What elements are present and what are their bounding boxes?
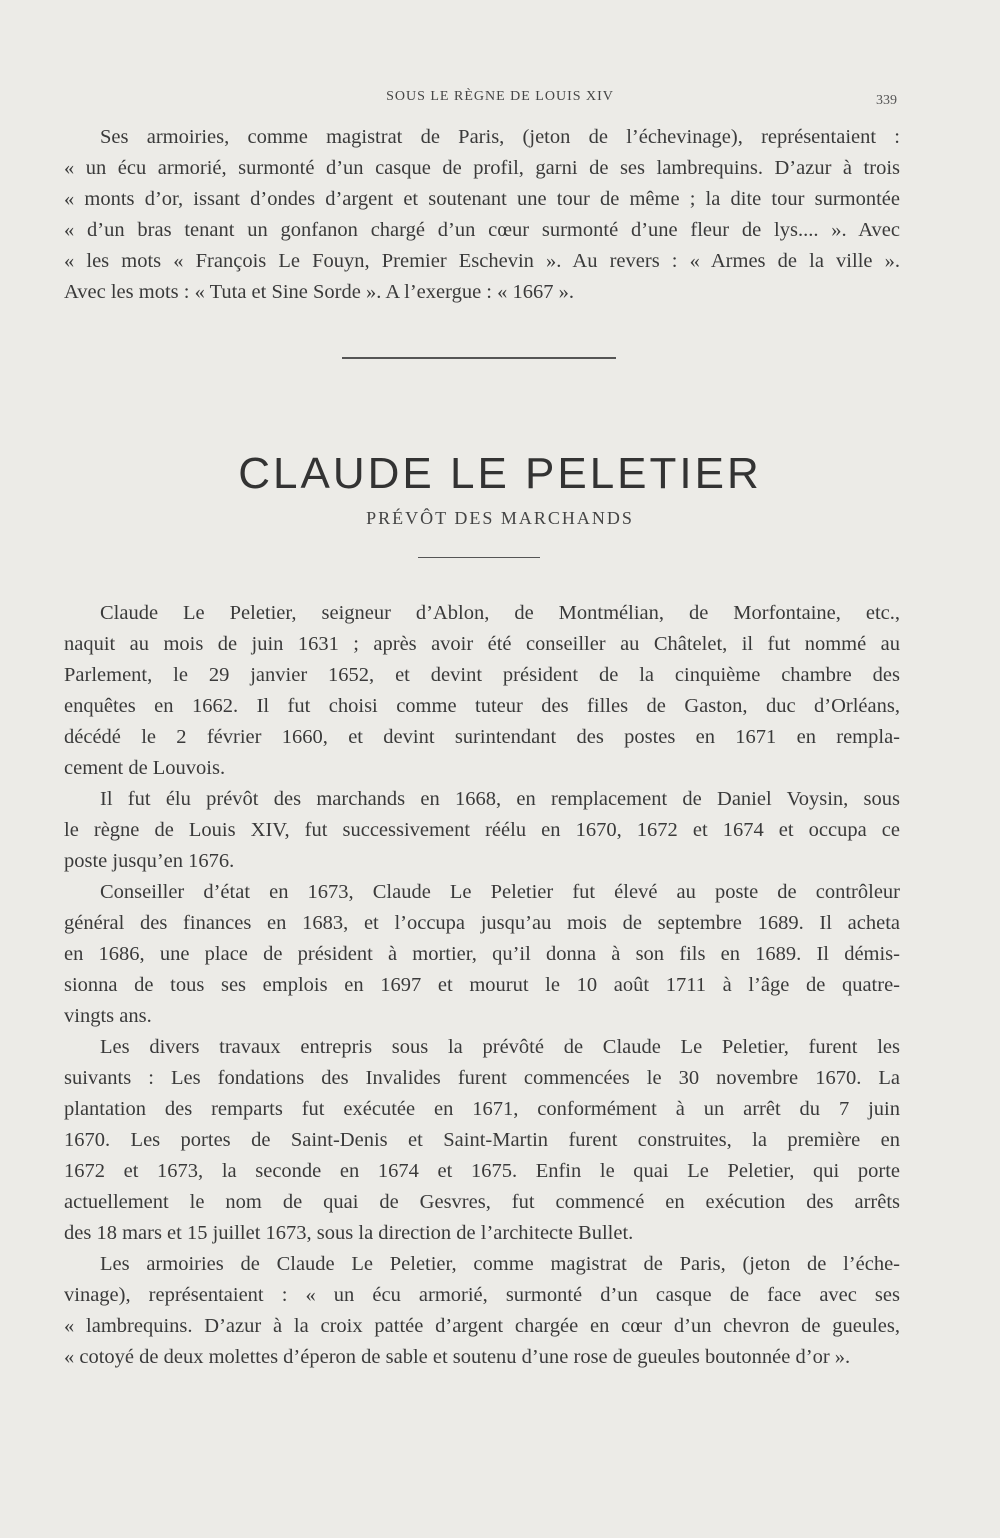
text-line: en 1686, une place de président à mortier, qu’il donna à son fils en 1689. Il démis- — [64, 943, 900, 965]
page-number: 339 — [876, 93, 897, 108]
text-line: décédé le 2 février 1660, et devint surintendant des postes en 1671 en rempla- — [64, 726, 900, 748]
text-line: poste jusqu’en 1676. — [64, 850, 235, 872]
text-line: naquit au mois de juin 1631 ; après avoir été conseiller au Châtelet, il fut nommé au — [64, 633, 900, 655]
text-line: Les divers travaux entrepris sous la prévôté de Claude Le Peletier, furent les — [100, 1036, 900, 1058]
text-line: « un écu armorié, surmonté d’un casque de profil, garni de ses lambrequins. D’azur à trois — [64, 157, 900, 179]
text-line: « les mots « François Le Fouyn, Premier Eschevin ». Au revers : « Armes de la ville ». — [64, 250, 900, 272]
article-body — [64, 598, 900, 1373]
text-line: général des finances en 1683, et l’occupa jusqu’au mois de septembre 1689. Il acheta — [64, 912, 900, 934]
text-line: vinage), représentaient : « un écu armorié, surmonté d’un casque de face avec ses — [64, 1284, 900, 1306]
text-line: des 18 mars et 15 juillet 1673, sous la direction de l’architecte Bullet. — [64, 1222, 634, 1244]
text-line: Avec les mots : « Tuta et Sine Sorde ». A l’exergue : « 1667 ». — [64, 281, 574, 303]
text-line: actuellement le nom de quai de Gesvres, fut commencé en exécution des arrêts — [64, 1191, 900, 1213]
text-line: Il fut élu prévôt des marchands en 1668, en remplacement de Daniel Voysin, sous — [100, 788, 900, 810]
text-line: 1670. Les portes de Saint-Denis et Saint-Martin furent construites, la première en — [64, 1129, 900, 1151]
text-line: Parlement, le 29 janvier 1652, et devint président de la cinquième chambre des — [64, 664, 900, 686]
text-line: Les armoiries de Claude Le Peletier, comme magistrat de Paris, (jeton de l’éche- — [100, 1253, 900, 1275]
running-head: SOUS LE RÈGNE DE LOUIS XIV — [386, 89, 614, 104]
text-line: « cotoyé de deux molettes d’éperon de sable et soutenu d’une rose de gueules boutonnée d’or ». — [64, 1346, 851, 1368]
text-line: Conseiller d’état en 1673, Claude Le Peletier fut élevé au poste de contrôleur — [100, 881, 900, 903]
text-line: « monts d’or, issant d’ondes d’argent et soutenant une tour de même ; la dite tour surmontée — [64, 188, 900, 210]
text-line: « lambrequins. D’azur à la croix pattée d’argent chargée en cœur d’un chevron de gueules, — [64, 1315, 900, 1337]
text-line: plantation des remparts fut exécutée en 1671, conformément à un arrêt du 7 juin — [64, 1098, 900, 1120]
text-line: cement de Louvois. — [64, 757, 226, 779]
article-title: CLAUDE LE PELETIER — [238, 449, 762, 499]
text-line: suivants : Les fondations des Invalides furent commencées le 30 novembre 1670. La — [64, 1067, 900, 1089]
text-line: Ses armoiries, comme magistrat de Paris, (jeton de l’échevinage), représentaient : — [100, 126, 900, 148]
intro-paragraph — [64, 122, 900, 308]
text-line: Claude Le Peletier, seigneur d’Ablon, de Montmélian, de Morfontaine, etc., — [100, 602, 900, 624]
title-divider — [418, 557, 540, 558]
text-line: enquêtes en 1662. Il fut choisi comme tuteur des filles de Gaston, duc d’Orléans, — [64, 695, 900, 717]
text-line: 1672 et 1673, la seconde en 1674 et 1675. Enfin le quai Le Peletier, qui porte — [64, 1160, 900, 1182]
article-subtitle: PRÉVÔT DES MARCHANDS — [366, 508, 634, 528]
text-line: le règne de Louis XIV, fut successivement réélu en 1670, 1672 et 1674 et occupa ce — [64, 819, 900, 841]
section-divider — [342, 357, 616, 359]
text-line: sionna de tous ses emplois en 1697 et mourut le 10 août 1711 à l’âge de quatre- — [64, 974, 900, 996]
text-line: vingts ans. — [64, 1005, 152, 1027]
text-line: « d’un bras tenant un gonfanon chargé d’un cœur surmonté d’une fleur de lys.... ». Avec — [64, 219, 900, 241]
